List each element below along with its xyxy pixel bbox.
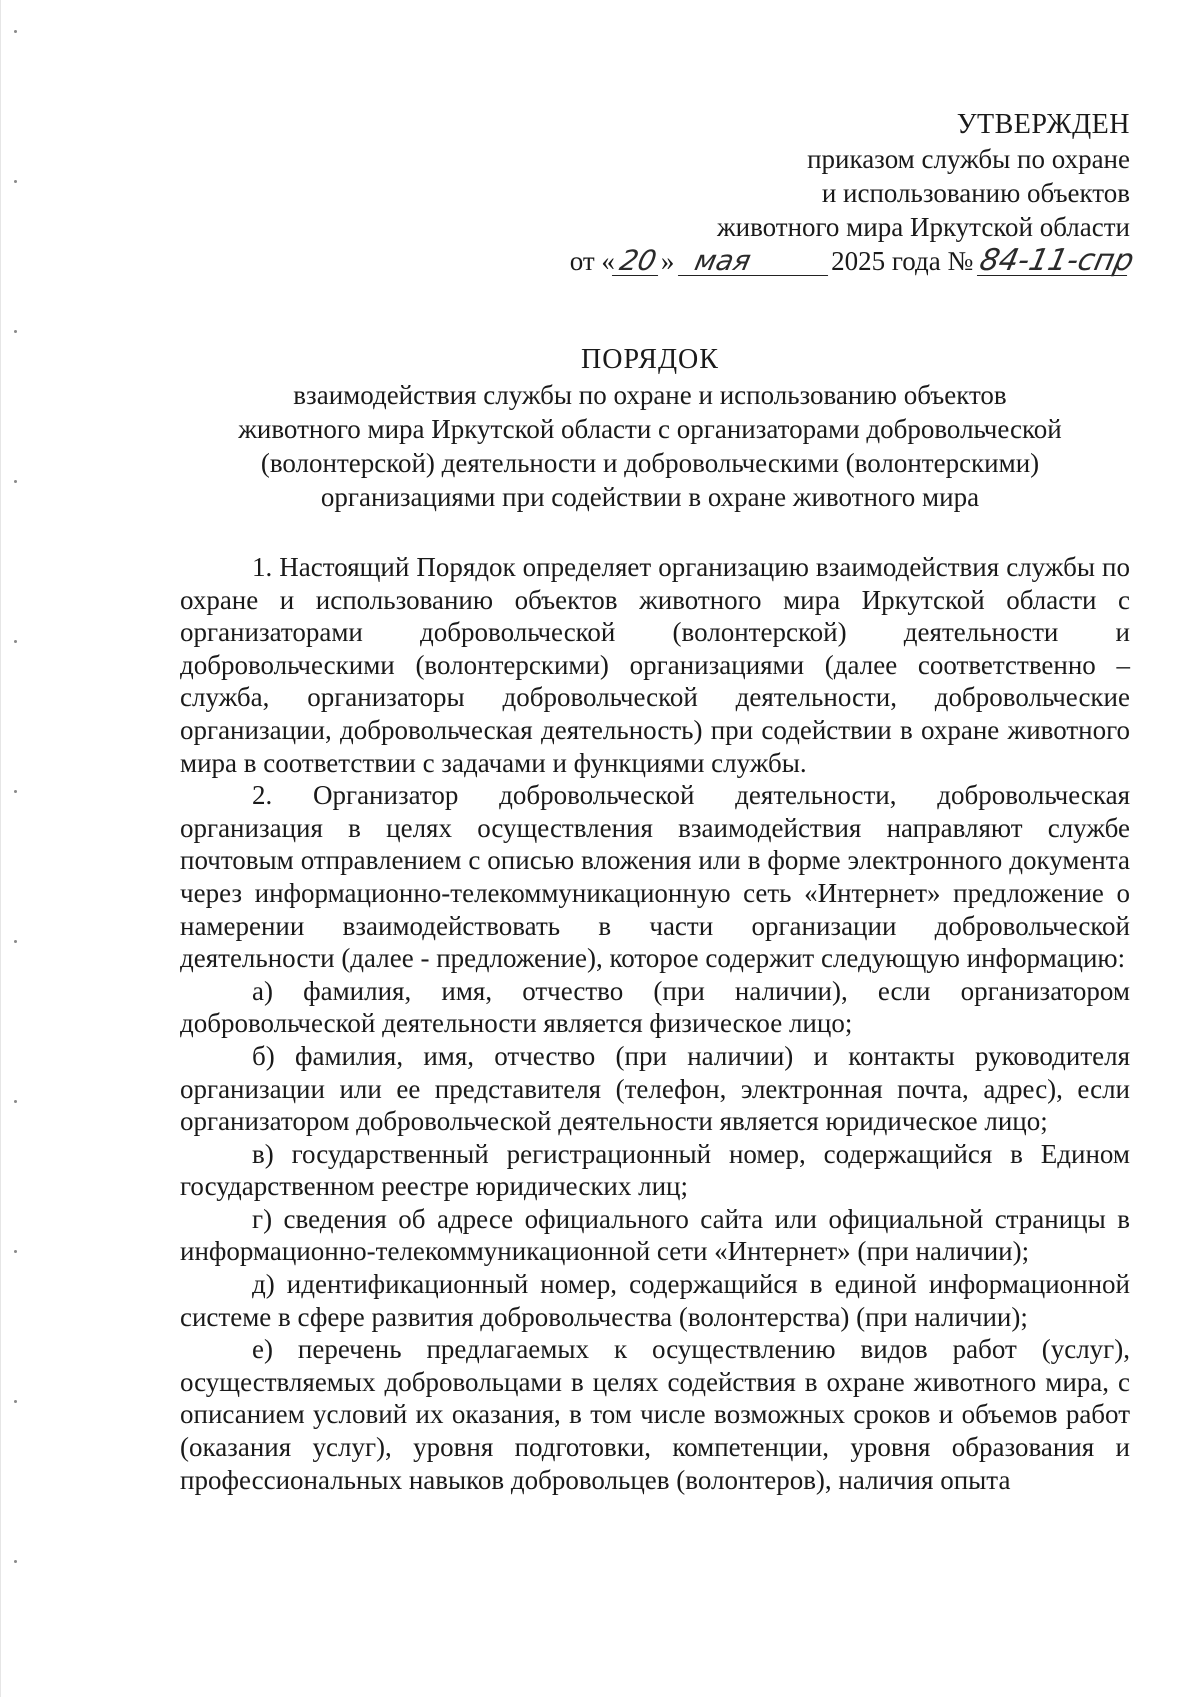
scan-speck — [14, 1100, 17, 1103]
scan-speck — [14, 1250, 17, 1253]
list-item-g: г) сведения об адресе официального сайта или официальной страницы в информационно-телекоммуникационной сети «Интернет» (при наличии); — [180, 1203, 1130, 1267]
date-year: 2025 года № — [831, 246, 974, 276]
approval-line: приказом службы по охране — [807, 144, 1130, 174]
list-item-e: е) перечень предлагаемых к осуществлению видов работ (услуг), осуществляемых добровольцами в целях содействия в охране животного мира, с описанием условий их оказания, в том числе возможных сроков и объемов работ (оказания услуг), уровня подготовки, компетенции, уровня образования и профессиональных навыков добровольцев (волонтеров), наличия опыта — [180, 1334, 1130, 1495]
scan-speck — [14, 940, 17, 943]
document-title-block — [170, 343, 1130, 514]
title-line: взаимодействия службы по охране и использованию объектов — [293, 380, 1007, 410]
approval-block — [560, 108, 1138, 278]
scan-speck — [14, 330, 17, 333]
approval-line: животного мира Иркутской области — [716, 212, 1130, 242]
list-item-v: в) государственный регистрационный номер, содержащийся в Едином государственном реестре юридических лиц; — [180, 1138, 1130, 1202]
scan-speck — [14, 1400, 17, 1403]
date-mid: » — [660, 246, 675, 276]
list-item-b: б) фамилия, имя, отчество (при наличии) и контакты руководителя организации или ее представителя (телефон, электронная почта, адрес), если организатором добровольческой деятельности является юридическое лицо; — [180, 1040, 1130, 1137]
handwritten-day: 20 — [612, 247, 664, 276]
document-body — [180, 551, 1130, 1496]
paragraph-1: 1. Настоящий Порядок определяет организацию взаимодействия службы по охране и использованию объектов животного мира Иркутской области с организаторами добровольческой (волонтерской) деятельности и добровольческими (волонтерскими) организациями (далее соответственно – служба, организаторы добровольческой деятельности, добровольческие организации, добровольческая деятельность) при содействии в охране животного мира в соответствии с задачами и функциями службы. — [180, 552, 1130, 778]
scan-speck — [14, 1560, 17, 1563]
scan-speck — [14, 180, 17, 183]
paragraph-2: 2. Организатор добровольческой деятельности, добровольческая организация в целях осуществления взаимодействия направляют службе почтовым отправлением с описью вложения или в форме электронного документа через информационно-телекоммуникационную сеть «Интернет» предложение о намерении взаимодействовать в части организации добровольческой деятельности (далее - предложение), которое содержит следующую информацию: — [180, 780, 1130, 974]
scan-speck — [14, 640, 17, 643]
approval-title: УТВЕРЖДЕН — [956, 109, 1130, 140]
date-prefix: от « — [569, 246, 615, 276]
approval-date-line — [560, 243, 1138, 278]
scan-speck — [14, 790, 17, 793]
document-heading: ПОРЯДОК — [581, 344, 719, 375]
handwritten-order-number: 84-11-спр — [976, 243, 1138, 278]
handwritten-month: мая — [678, 247, 834, 276]
title-line: организациями при содействии в охране животного мира — [320, 482, 980, 512]
title-line: (волонтерской) деятельности и добровольческими (волонтерскими) — [260, 448, 1040, 478]
title-line: животного мира Иркутской области с организаторами добровольческой — [238, 414, 1062, 444]
scan-speck — [14, 30, 17, 33]
approval-line: и использованию объектов — [821, 178, 1130, 208]
list-item-d: д) идентификационный номер, содержащийся в единой информационной системе в сфере развития добровольчества (волонтерства) (при наличии); — [180, 1269, 1130, 1332]
list-item-a: а) фамилия, имя, отчество (при наличии), если организатором добровольческой деятельности является физическое лицо; — [180, 975, 1130, 1039]
scan-speck — [14, 480, 17, 483]
scan-edge — [0, 0, 1, 1697]
